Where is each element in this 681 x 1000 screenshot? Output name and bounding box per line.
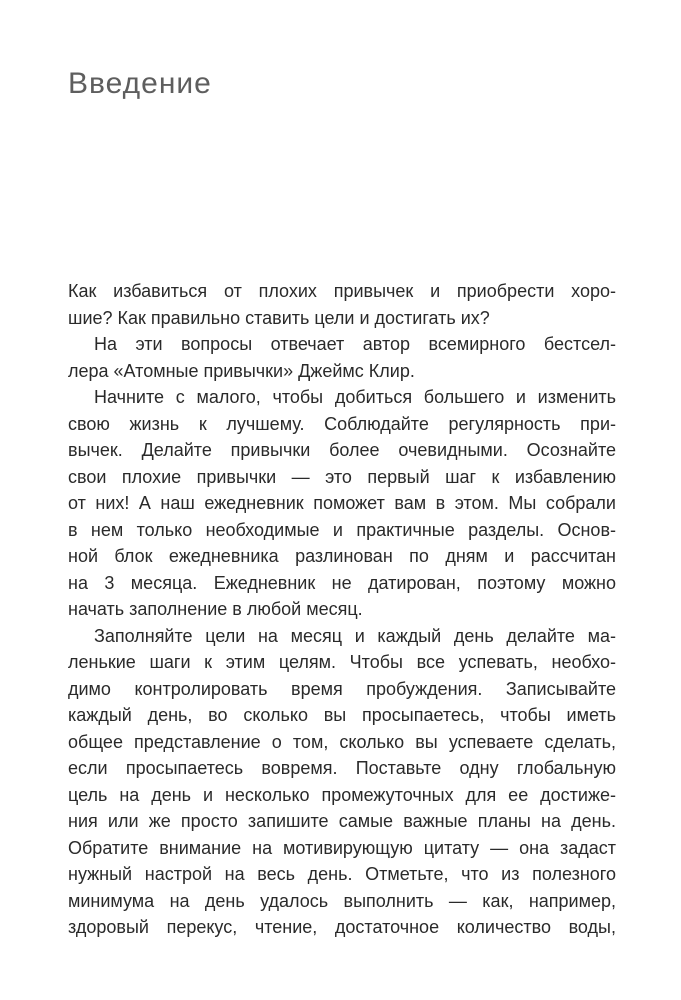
- text-line: минимума на день удалось выполнить — как, например,: [68, 890, 616, 911]
- text-line: димо контролировать время пробуждения. Записывайте: [68, 678, 616, 699]
- text-line: от них! А наш ежедневник поможет вам в этом. Мы собрали: [68, 493, 616, 513]
- text-line: вычек. Делайте привычки более очевидными. Осознайте: [68, 440, 616, 460]
- text-line: ной блок ежедневника разлинован по дням и рассчитан: [68, 546, 616, 566]
- text-line: если просыпаетесь вовремя. Поставьте одну глобальную: [68, 758, 616, 778]
- text-line: цель на день и несколько промежуточных для ее достиже-: [68, 784, 616, 805]
- text-line: в нем только необходимые и практичные разделы. Основ-: [68, 519, 616, 540]
- text-line: общее представление о том, сколько вы успеваете сделать,: [68, 731, 616, 752]
- text-line: свои плохие привычки — это первый шаг к избавлению: [68, 466, 616, 487]
- text-line: каждый день, во сколько вы просыпаетесь, чтобы иметь: [68, 705, 616, 725]
- text-line: лера «Атомные привычки» Джеймс Клир.: [68, 360, 415, 381]
- text-line: начать заполнение в любой месяц.: [68, 599, 363, 619]
- body-text: [68, 278, 616, 941]
- text-line: на 3 месяца. Ежедневник не датирован, поэтому можно: [68, 572, 616, 593]
- text-line: ния или же просто запишите самые важные планы на день.: [68, 811, 616, 831]
- page-title: Введение: [68, 67, 212, 100]
- text-line: Как избавиться от плохих привычек и приобрести хоро-: [68, 281, 616, 301]
- text-line: шие? Как правильно ставить цели и достигать их?: [68, 307, 490, 328]
- text-line: Обратите внимание на мотивирующую цитату — она задаст: [68, 837, 616, 858]
- text-line: Начните с малого, чтобы добиться большего и изменить: [94, 387, 616, 407]
- text-line: свою жизнь к лучшему. Соблюдайте регулярность при-: [68, 413, 616, 434]
- text-line: Заполняйте цели на месяц и каждый день делайте ма-: [94, 625, 616, 646]
- text-line: нужный настрой на весь день. Отметьте, что из полезного: [68, 864, 616, 884]
- text-line: На эти вопросы отвечает автор всемирного бестсел-: [94, 334, 616, 354]
- text-line: ленькие шаги к этим целям. Чтобы все успевать, необхо-: [68, 652, 616, 672]
- text-line: здоровый перекус, чтение, достаточное количество воды,: [68, 917, 616, 937]
